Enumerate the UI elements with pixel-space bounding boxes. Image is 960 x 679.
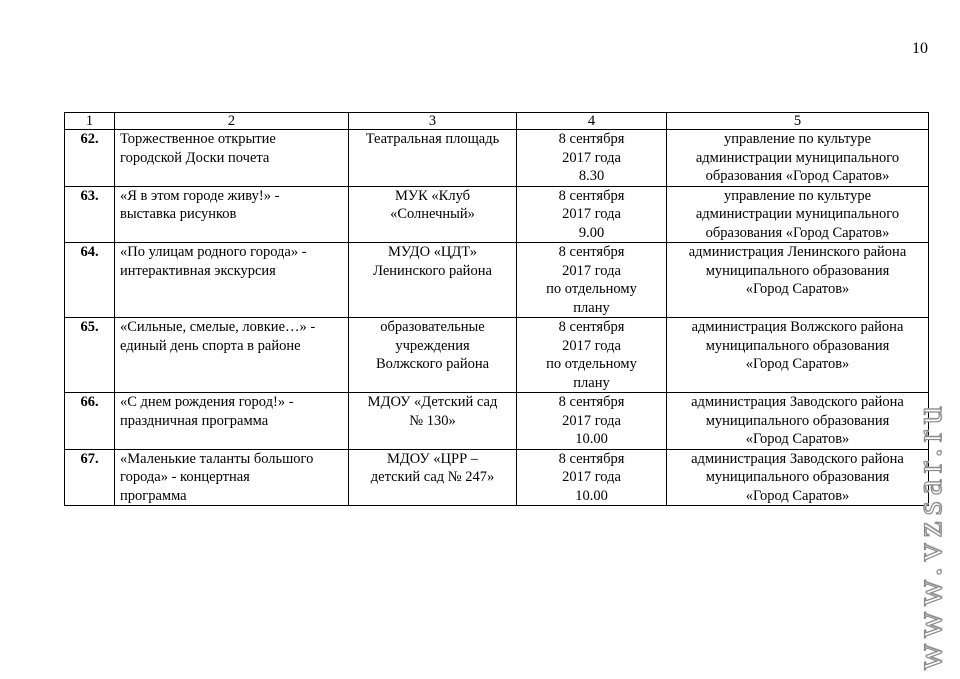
event-cell [115,130,349,187]
cell-line: «Солнечный» [390,206,475,222]
column-header: 3 [349,113,517,130]
column-header: 4 [517,113,667,130]
cell-line: «Сильные, смелые, ловкие…» - [120,319,316,335]
cell-line: администрация Заводского района [691,450,904,467]
cell-line: праздничная программа [120,412,269,429]
cell-line: детский сад № 247» [370,469,495,485]
cell-line: по отдельному [546,356,637,372]
cell-line: администрации муниципального [695,149,900,166]
cell-line: «Город Саратов» [745,431,850,447]
cell-line: администрации муниципального [695,206,900,222]
cell-line: образования «Город Саратов» [705,224,890,241]
event-cell [115,186,349,243]
organizer-cell [667,130,929,187]
cell-line: учреждения [395,337,470,354]
cell-line: муниципального образования [705,469,890,485]
date-cell [517,130,667,187]
table-row [65,186,929,243]
cell-line: МУДО «ЦДТ» [387,244,478,260]
event-cell [115,393,349,450]
cell-line: программа [120,487,187,504]
event-cell [115,318,349,393]
row-number-cell: 67. [65,449,115,506]
date-cell [517,393,667,450]
table-row [65,449,929,506]
cell-line: 10.00 [575,431,608,447]
cell-line: администрация Волжского района [691,319,904,335]
cell-line: «С днем рождения город!» - [120,394,294,410]
cell-line: интерактивная экскурсия [120,262,276,279]
organizer-cell [667,449,929,506]
place-cell [349,318,517,393]
cell-line: управление по культуре [723,187,872,204]
page-number: 10 [912,40,928,57]
cell-line: 2017 года [562,206,621,222]
cell-line: «Город Саратов» [745,356,850,372]
cell-line: плану [573,299,610,316]
events-table [64,112,929,506]
date-cell [517,318,667,393]
cell-line: Торжественное открытие [120,131,276,147]
cell-line: администрация Ленинского района [688,244,907,260]
cell-line: 2017 года [562,149,621,166]
column-header: 2 [115,113,349,130]
cell-line: 10.00 [575,487,608,504]
table-row [65,393,929,450]
cell-line: Театральная площадь [365,131,500,147]
cell-line: 8 сентября [558,394,625,410]
organizer-cell [667,393,929,450]
cell-line: 9.00 [578,224,605,241]
cell-line: по отдельному [546,281,637,297]
cell-line: города» - концертная [120,469,250,485]
organizer-cell [667,243,929,318]
date-cell [517,243,667,318]
row-number-cell: 66. [65,393,115,450]
cell-line: 8 сентября [558,319,625,335]
cell-line: управление по культуре [723,131,872,147]
date-cell [517,186,667,243]
event-cell [115,449,349,506]
cell-line: муниципального образования [705,262,890,279]
cell-line: «Город Саратов» [745,281,850,297]
cell-line: МДОУ «Детский сад [367,394,498,410]
place-cell [349,186,517,243]
cell-line: МУК «Клуб [394,187,471,204]
cell-line: № 130» [409,412,456,429]
table-row [65,243,929,318]
cell-line: муниципального образования [705,412,890,429]
date-cell [517,449,667,506]
column-header: 1 [65,113,115,130]
row-number-cell: 63. [65,186,115,243]
cell-line: муниципального образования [705,337,890,354]
place-cell [349,243,517,318]
cell-line: 2017 года [562,262,621,279]
cell-line: городской Доски почета [120,149,270,166]
row-number-cell: 64. [65,243,115,318]
table-row [65,318,929,393]
cell-line: 8 сентября [558,187,625,204]
cell-line: образования «Город Саратов» [705,168,890,184]
cell-line: администрация Заводского района [691,394,904,410]
cell-line: 2017 года [562,337,621,354]
cell-line: 8 сентября [558,131,625,147]
place-cell [349,393,517,450]
watermark: www.vzsar.ru [909,400,949,670]
row-number-cell: 65. [65,318,115,393]
cell-line: МДОУ «ЦРР – [386,450,479,467]
organizer-cell [667,186,929,243]
column-header: 5 [667,113,929,130]
cell-line: 2017 года [562,412,621,429]
event-cell [115,243,349,318]
cell-line: «По улицам родного города» - [120,244,307,260]
cell-line: Волжского района [375,356,490,372]
place-cell [349,449,517,506]
cell-line: Ленинского района [373,262,492,279]
organizer-cell [667,318,929,393]
cell-line: 8.30 [578,168,605,184]
cell-line: выставка рисунков [120,206,237,222]
table-row [65,130,929,187]
cell-line: «Город Саратов» [745,487,850,504]
table-header-row [65,113,929,130]
cell-line: 8 сентября [558,450,625,467]
cell-line: единый день спорта в районе [120,337,301,354]
cell-line: образовательные [380,319,485,335]
place-cell [349,130,517,187]
cell-line: «Маленькие таланты большого [120,450,314,467]
cell-line: 8 сентября [558,244,625,260]
cell-line: плану [573,374,610,391]
cell-line: 2017 года [562,469,621,485]
cell-line: «Я в этом городе живу!» - [120,187,280,204]
row-number-cell: 62. [65,130,115,187]
